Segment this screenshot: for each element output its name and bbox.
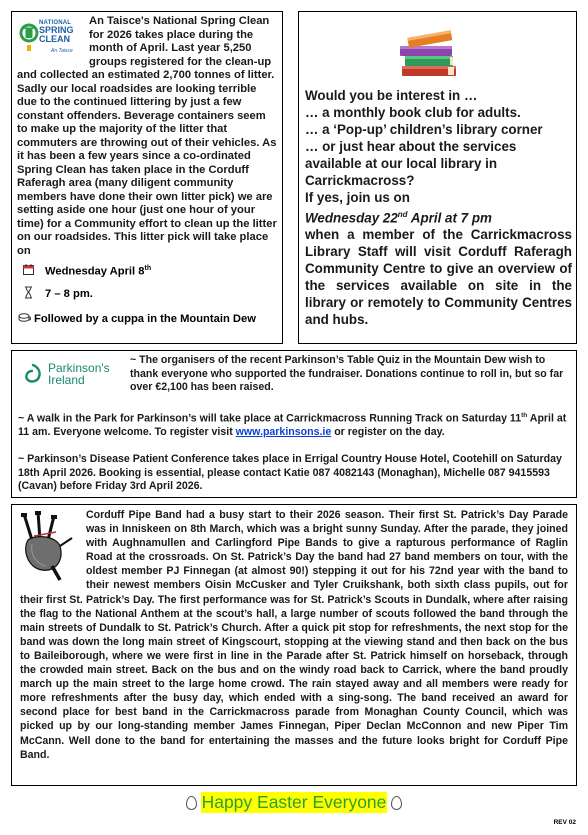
coffee-cup-icon xyxy=(17,312,31,326)
parkinsons-ireland-logo-icon xyxy=(22,363,44,385)
spring-clean-time xyxy=(17,286,277,302)
pipe-band-text: Corduff Pipe Band had a busy start to their 2026 season. Their first St. Patrick’s Day Parade was in Inniskeen on 8th March, which was a bright sunny Sunday. After the parade, they joined with Aughnamullen and Carlingford Pipe Bands to give a rapturous performance of Raglin Road at the crossroads. On St. Patrick’s Day the band had 27 band members on tour, with the oldest member PJ Finnegan (at almost 90!) stepping it out for his 72nd year with the band to their newest members Oisin McCusker and Tyler Cruikshank, both sixth class pupils, out for their first St. Patrick’s Day. The first performance was for St. Patrick’s Scouts in Dundalk, where after raising the flag to the National Anthem at the scout’s hall, a large number of scouts followed the band through the main streets of Dundalk to St. Patrick’s Church. After a quick pit stop for refreshments, the next stop for the band was down the long main street of Kingscourt, stopping at the viewing stand and then back on the bus to Baileiborough, where we were first in line in the Parade after St. Patrick himself on horseback, through the crowded main street. Back on the bus and on the windy road back to Carrick, where the band proudly march up the main street to the large home crowd. The rain stayed away and all members were ready for more refreshments after the busy day, which ended with a sing-song. The band received an award for second place for best band in the Carrickmacross parade from Monaghan County Council, which was picked up by our long-standing member James Finnegan, Piper Declan McConnon and new Piper Tim McCann. Well done to the band for entertaining the masses and the future looks bright for Corduff Pipe Band. xyxy=(20,509,568,761)
parkinsons-logo-line1: Parkinson's xyxy=(48,361,110,375)
parkinsons-ireland-logo xyxy=(22,356,122,392)
logo-national-text: NATIONAL xyxy=(39,20,72,26)
books-icon xyxy=(398,30,460,78)
calendar-icon xyxy=(21,264,35,278)
logo-clean-text: CLEAN xyxy=(39,34,70,44)
library-option-popup-corner: … a ‘Pop-up’ children’s library corner xyxy=(305,122,543,137)
parkinsons-section xyxy=(11,350,577,498)
hourglass-icon xyxy=(21,286,35,302)
revision-label: REV 02 xyxy=(553,819,576,826)
library-question: Would you be interest in … xyxy=(305,88,478,103)
logo-org-text: An Taisce xyxy=(51,48,73,54)
easter-text: Happy Easter Everyone xyxy=(201,792,387,812)
parkinsons-website-link[interactable]: www.parkinsons.ie xyxy=(235,425,332,438)
spring-clean-date xyxy=(17,264,277,278)
library-join: If yes, join us on xyxy=(305,190,410,205)
library-option-book-club: … a monthly book club for adults. xyxy=(305,105,521,120)
bagpipe-icon xyxy=(20,510,80,582)
parkinsons-quiz-paragraph: ~ The organisers of the recent Parkinson’s Table Quiz in the Mountain Dew wish to thank everyone who supported the fundraiser. Donations continue to roll in, but so far over €2,100 has been raised. xyxy=(130,354,564,393)
parkinsons-conference-paragraph: ~ Parkinson’s Disease Patient Conference takes place in Errigal Country House Hotel, Cootehill on Saturday 18th April 2026. Booking is essential, please contact Katie 087 4082143 (Monaghan), Michelle 087 9415593 (Cavan) before Friday 3rd April 2026. xyxy=(18,453,562,493)
parkinsons-walk-paragraph: ~ A walk in the Park for Parkinson’s will take place at Carrickmacross Running Track on Saturday 11th April at 11 am. Everyone welcome. To register visit www.parkinsons.ie or register on the day. xyxy=(18,411,567,438)
library-text xyxy=(305,87,572,328)
spring-clean-paragraph: An Taisce's National Spring Clean for 2026 takes place during the month of April. Last year 5,250 groups registered for the clean-up and collected an estimated 2,700 tonnes of litter. Sadly our local roadsides are looking terrible due to the continued littering by just a few constant offenders. Beverage containers seem to make up the majority of the litter that commuters are throwing out of their vehicles. As it has been a few years since a co-ordinated Spring Clean has taken place in the Corduff Raferagh area (many diligent community members have done their own litter pick) we are setting aside one hour (just one hour of your time) for a Community effort to clean up the litter on our roadsides. This litter pick will take place on xyxy=(17,15,277,257)
library-section xyxy=(298,11,577,344)
pipe-band-section xyxy=(11,504,577,786)
spring-clean-time-text: 7 – 8 pm. xyxy=(45,288,93,300)
bagpipe-illustration xyxy=(20,510,80,582)
easter-greeting xyxy=(0,792,588,813)
library-date: Wednesday 22nd April at 7 pm xyxy=(305,210,492,226)
library-details: when a member of the Carrickmacross Library Staff will visit Corduff Raferagh Community Centre to give an overview of the services available on site in the library or remotely to Community Centres and hubs. xyxy=(305,227,572,328)
logo-spring-text: SPRING xyxy=(39,25,74,35)
spring-clean-logo xyxy=(19,17,83,59)
spring-clean-date-text: Wednesday April 8th xyxy=(45,264,152,278)
spring-clean-followup xyxy=(17,312,277,326)
easter-egg-icon xyxy=(391,796,402,810)
books-illustration xyxy=(305,12,572,78)
easter-egg-icon xyxy=(186,796,197,810)
spring-clean-section xyxy=(11,11,283,344)
spring-clean-followup-text: Followed by a cuppa in the Mountain Dew xyxy=(34,313,256,325)
library-option-services: … or just hear about the services available at our local library in Carrickmacross? xyxy=(305,139,517,188)
parkinsons-logo-line2: Ireland xyxy=(48,373,85,387)
spring-clean-bin-icon xyxy=(19,21,39,53)
